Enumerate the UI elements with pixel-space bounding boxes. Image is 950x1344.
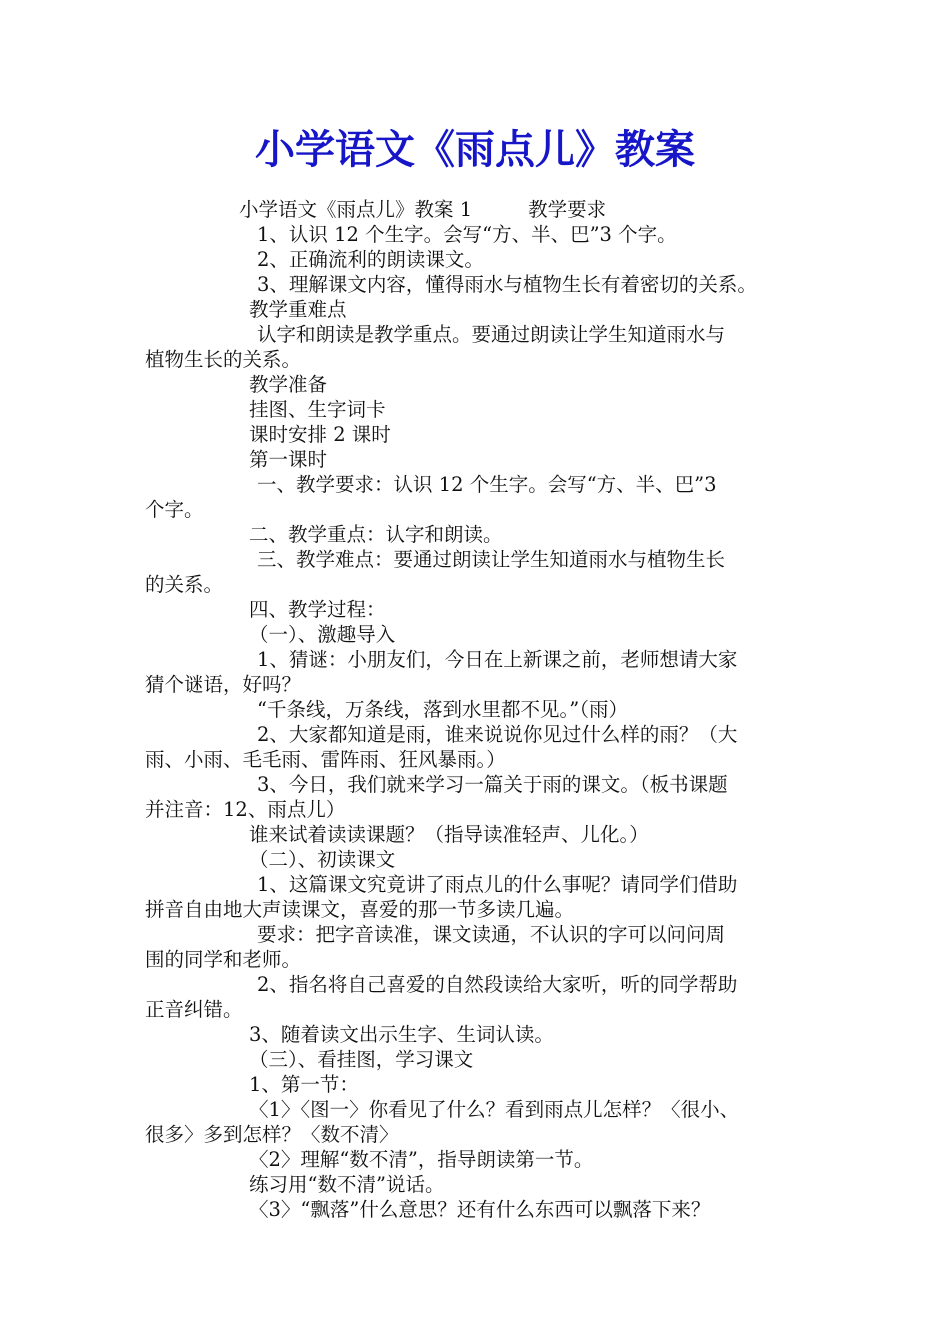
text-line: 1、猜谜：小朋友们，今日在上新课之前，老师想请大家 [257, 648, 738, 671]
text-line: 3、今日，我们就来学习一篇关于雨的课文。（板书课题 [257, 773, 728, 796]
text-line: 并注音：12、雨点儿） [145, 798, 346, 821]
subhead-left: 小学语文《雨点儿》教案 1 [239, 198, 473, 221]
text-line: 猜个谜语，好吗？ [145, 673, 302, 696]
text-line: 很多〉多到怎样？〈数不清〉 [145, 1123, 399, 1146]
text-line: 教学重难点 [249, 298, 347, 321]
text-line: 2、正确流利的朗读课文。 [257, 248, 484, 271]
document-body [145, 197, 825, 1222]
text-line: 四、教学过程： [249, 598, 386, 621]
text-line: 教学准备 [249, 373, 328, 396]
text-line: 2、指名将自己喜爱的自然段读给大家听，听的同学帮助 [257, 973, 738, 996]
text-line: 要求：把字音读准，课文读通，不认识的字可以问问周 [257, 923, 726, 946]
text-line: 课时安排 2 课时 [249, 423, 391, 446]
text-line: 〈1〉〈图一〉你看见了什么？看到雨点儿怎样？〈很小、 [249, 1098, 740, 1121]
text-line: （一）、激趣导入 [249, 623, 396, 646]
text-line: 1、第一节： [249, 1073, 359, 1096]
text-line: 挂图、生字词卡 [249, 398, 386, 421]
text-line: 一、教学要求：认识 12 个生字。会写“方、半、巴”3 [257, 473, 717, 496]
text-line: 个字。 [145, 498, 204, 521]
text-line: 二、教学重点：认字和朗读。 [249, 523, 503, 546]
text-line: 3、理解课文内容，懂得雨水与植物生长有着密切的关系。 [257, 273, 757, 296]
text-line: 雨、小雨、毛毛雨、雷阵雨、狂风暴雨。） [145, 748, 506, 771]
text-line: 植物生长的关系。 [145, 348, 302, 371]
text-line: 第一课时 [249, 448, 328, 471]
document-title: 小学语文《雨点儿》教案 [255, 126, 695, 173]
text-line: 正音纠错。 [145, 998, 243, 1021]
subhead-line [145, 197, 825, 222]
text-line: 谁来试着读读课题？（指导读准轻声、儿化。） [249, 823, 649, 846]
text-line: 拼音自由地大声读课文，喜爱的那一节多读几遍。 [145, 898, 575, 921]
text-line: 3、随着读文出示生字、生词认读。 [249, 1023, 554, 1046]
text-line: “千条线，万条线，落到水里都不见。”（雨） [257, 698, 628, 721]
text-line: 1、认识 12 个生字。会写“方、半、巴”3 个字。 [257, 223, 677, 246]
text-line: 三、教学难点：要通过朗读让学生知道雨水与植物生长 [257, 548, 726, 571]
text-line: 的关系。 [145, 573, 224, 596]
text-line: 1、这篇课文究竟讲了雨点儿的什么事呢？请同学们借助 [257, 873, 738, 896]
text-line: 2、大家都知道是雨，谁来说说你见过什么样的雨？（大 [257, 723, 738, 746]
text-line: 围的同学和老师。 [145, 948, 302, 971]
text-line: 练习用“数不清”说话。 [249, 1173, 445, 1196]
subhead-right: 教学要求 [528, 198, 607, 221]
text-line: （二）、初读课文 [249, 848, 396, 871]
text-line: 认字和朗读是教学重点。要通过朗读让学生知道雨水与 [257, 323, 726, 346]
text-line: （三）、看挂图，学习课文 [249, 1048, 474, 1071]
paragraph-lines [145, 222, 825, 1222]
text-line: 〈2〉理解“数不清”，指导朗读第一节。 [249, 1148, 594, 1171]
text-line: 〈3〉“飘落”什么意思？还有什么东西可以飘落下来？ [249, 1198, 711, 1221]
